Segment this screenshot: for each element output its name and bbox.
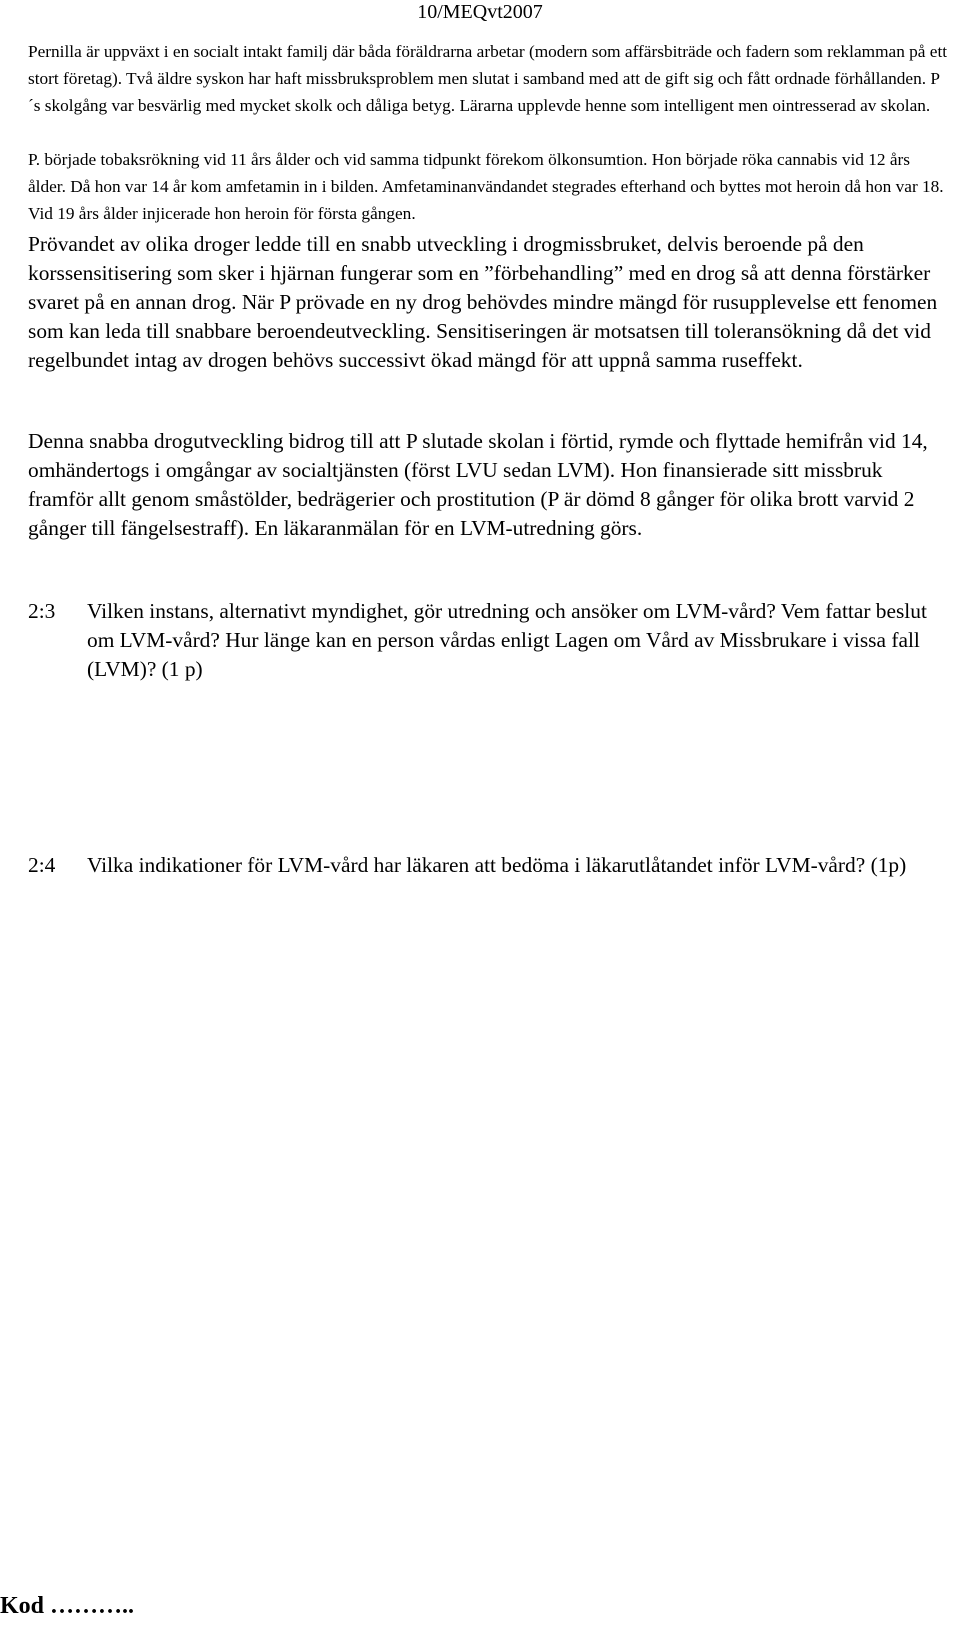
- question-number: 2:3: [28, 599, 56, 623]
- question-2-4: [28, 851, 948, 880]
- case-paragraph-drug-history: P. började tobaksrökning vid 11 års ålder och vid samma tidpunkt förekom ölkonsumtion. Hon började röka cannabis vid 12 års ålder. Då hon var 14 år kom amfetamin in i bilden. Amfetaminanvändandet stegrades efterhand och byttes mot heroin då hon var 18. Vid 19 års ålder injicerade hon heroin för första gången.: [28, 150, 944, 223]
- question-2-3: [28, 597, 948, 684]
- question-text: Vilka indikationer för LVM-vård har läkaren att bedöma i läkarutlåtandet inför LVM-vård? (1p): [87, 853, 907, 877]
- question-text: Vilken instans, alternativt myndighet, gör utredning och ansöker om LVM-vård? Vem fattar beslut om LVM-vård? Hur länge kan en person vårdas enligt Lagen om Vård av Missbrukare i vissa fall (LVM)? (1 p): [87, 599, 927, 681]
- exam-code-header: 10/MEQvt2007: [417, 1, 543, 23]
- case-paragraph-background: Pernilla är uppväxt i en socialt intakt familj där båda föräldrarna arbetar (modern som affärsbiträde och fadern som reklamman på ett stort företag). Två äldre syskon har haft missbruksproblem men slutat i samband med att de gift sig och fått ordnade förhållanden. P´s skolgång var besvärlig med mycket skolk och dåliga betyg. Lärarna upplevde henne som intelligent men ointresserad av skolan.: [28, 42, 948, 115]
- case-paragraph-consequences: Denna snabba drogutveckling bidrog till att P slutade skolan i förtid, rymde och flyttade hemifrån vid 14, omhändertogs i omgångar av socialtjänsten (först LVU sedan LVM). Hon finansierade sitt missbruk framför allt genom småstölder, bedrägerier och prostitution (P är dömd 8 gånger för olika brott varvid 2 gånger till fängelsestraff). En läkaranmälan för en LVM-utredning görs.: [28, 429, 928, 540]
- case-paragraph-sensitization: Prövandet av olika droger ledde till en snabb utveckling i drogmissbruket, delvis beroende på den korssensitisering som sker i hjärnan fungerar som en ”förbehandling” med en drog så att denna förstärker svaret på en annan drog. När P prövade en ny drog behövdes mindre mängd för rusupplevelse ett fenomen som kan leda till snabbare beroendeutveckling. Sensitiseringen är motsatsen till toleransökning då det vid regelbundet intag av drogen behövs successivt ökad mängd för att uppnå samma ruseffekt.: [28, 232, 938, 372]
- kod-label: Kod ………..: [0, 1593, 135, 1619]
- question-number: 2:4: [28, 853, 56, 877]
